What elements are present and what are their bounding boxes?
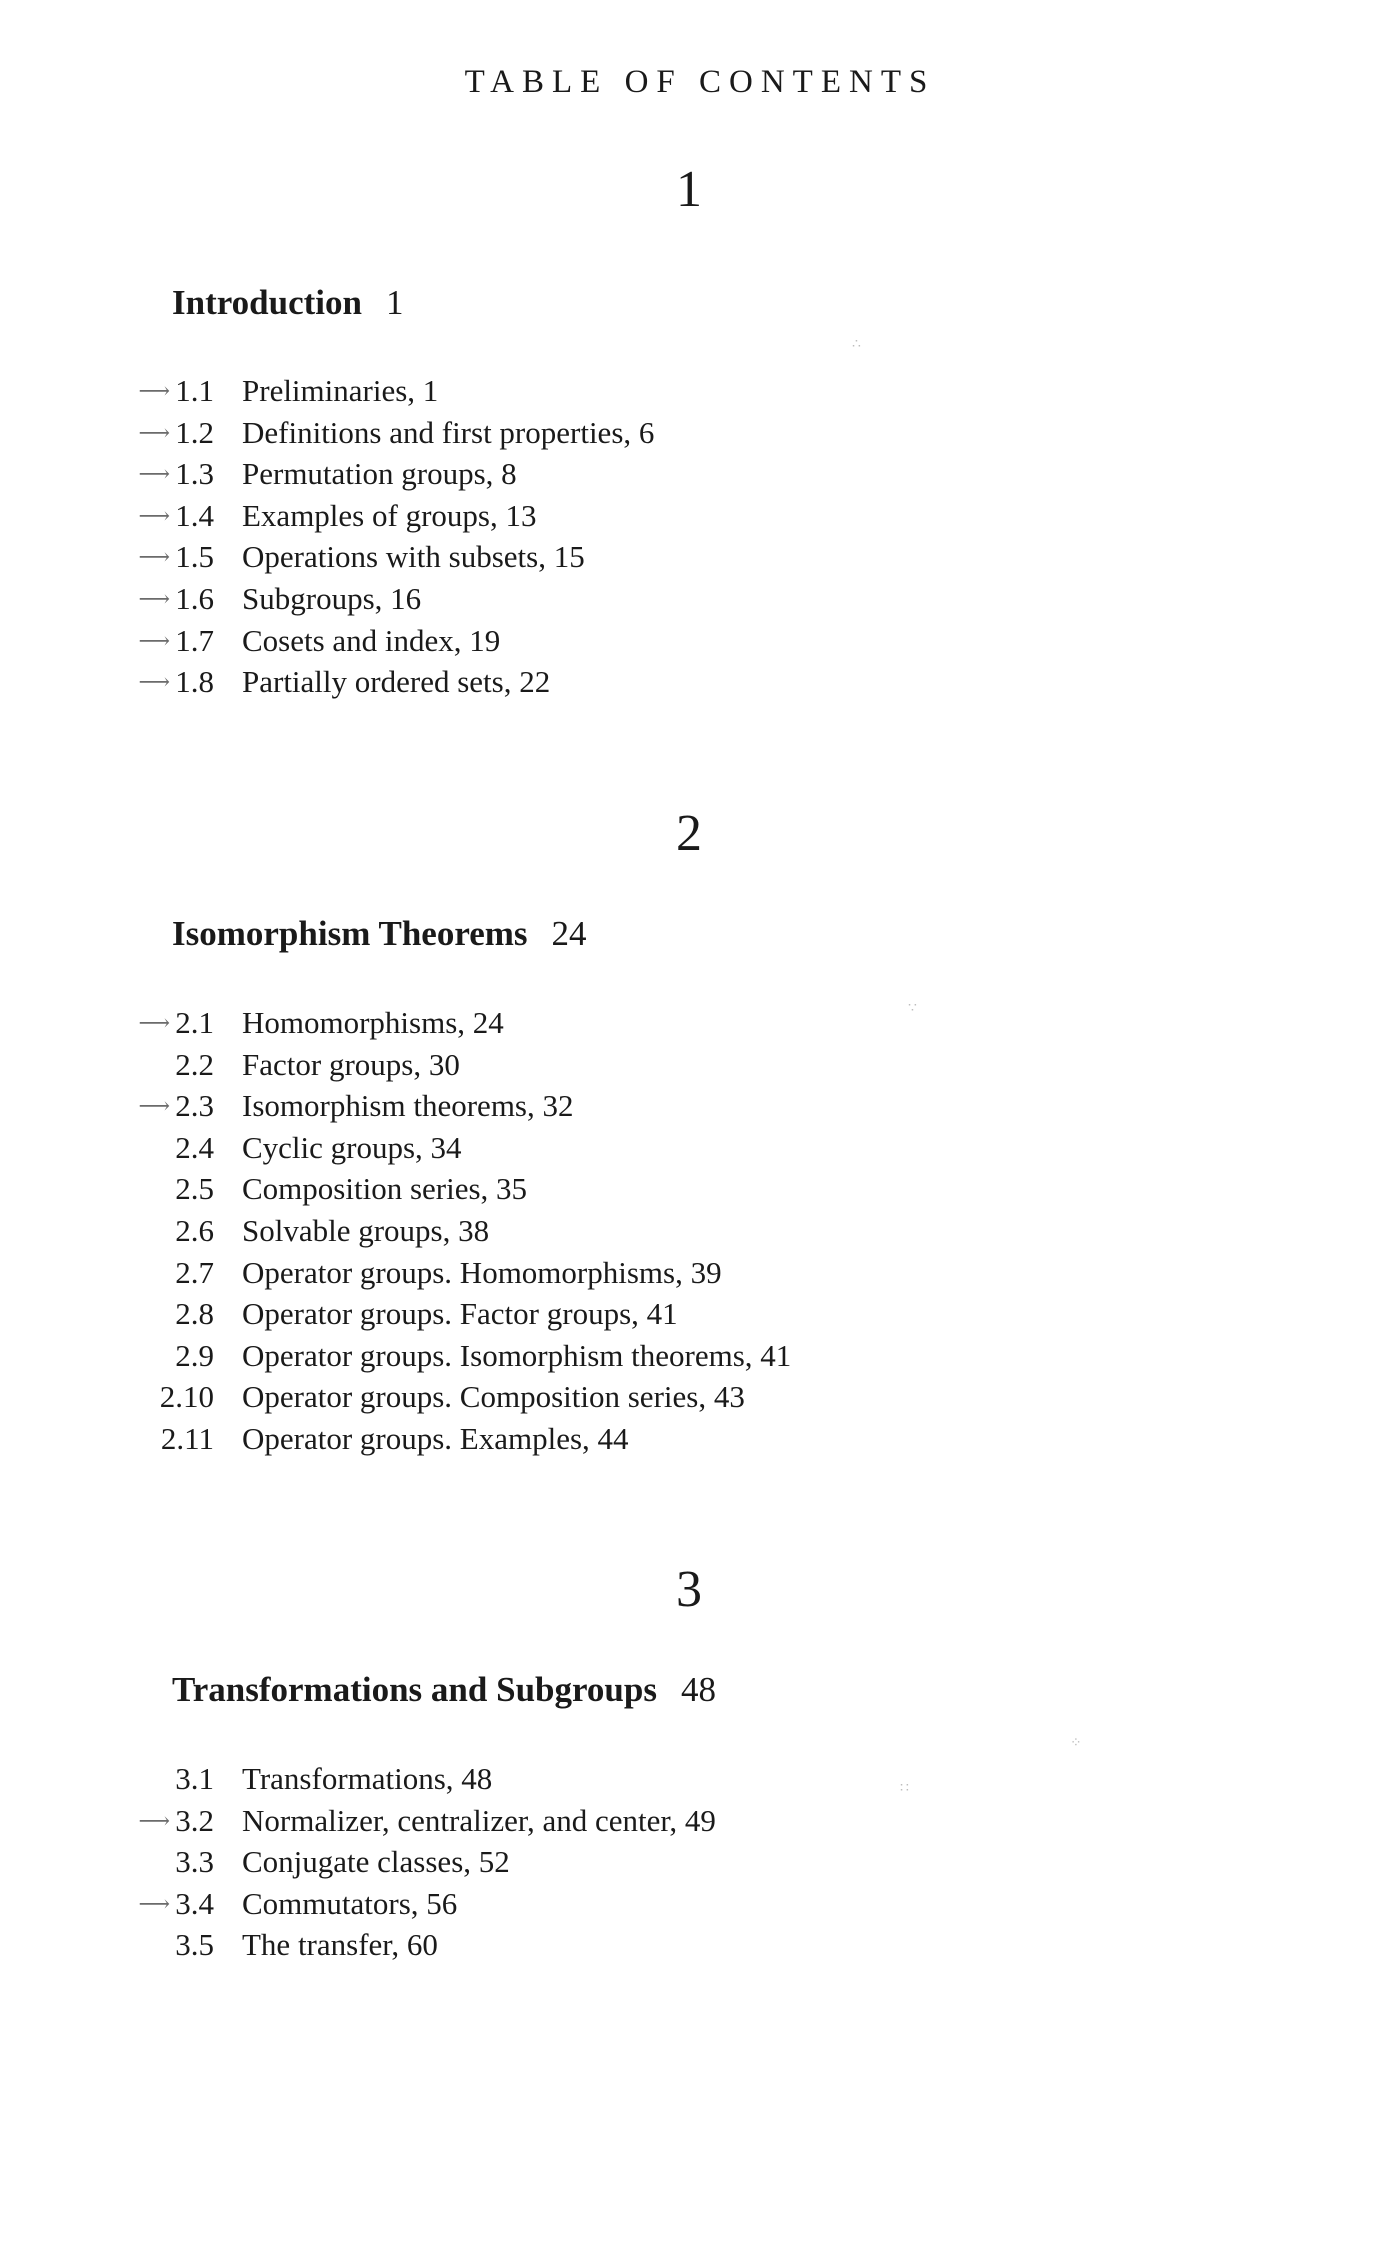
pencil-arrow-icon: ⟶ [138,1807,170,1833]
section-number: 1.4 [175,497,214,533]
section-title: Operator groups. Examples, 44 [242,1420,629,1456]
section-title: Commutators, 56 [242,1885,458,1921]
chapter-title: Introduction [172,283,362,322]
section-title: Operator groups. Composition series, 43 [242,1379,745,1415]
section-title: Operations with subsets, 15 [242,539,585,575]
page-title: TABLE OF CONTENTS [464,64,936,100]
chapter-number: 2 [676,805,702,862]
section-number: 1.5 [175,539,214,575]
chapter-heading[interactable] [172,1670,716,1710]
section-number: 1.6 [175,580,214,616]
pencil-arrow-icon: ⟶ [138,1093,170,1119]
section-title: Factor groups, 30 [242,1046,460,1082]
section-number: 3.5 [175,1927,214,1963]
pencil-arrow-icon: ⟶ [138,669,170,695]
section-number: 3.3 [175,1844,214,1880]
section-title: Solvable groups, 38 [242,1212,490,1248]
chapter-page-number: 24 [551,914,587,953]
scan-speck: ∵ [908,1001,917,1016]
pencil-arrow-icon: ⟶ [138,585,170,611]
section-number: 1.8 [175,664,214,700]
section-title: Subgroups, 16 [242,580,422,616]
section-title: Preliminaries, 1 [242,373,439,408]
section-title: Composition series, 35 [242,1171,528,1207]
pencil-arrow-icon: ⟶ [138,544,170,570]
section-number: 1.3 [175,456,214,492]
section-number: 3.2 [175,1802,214,1838]
chapter-heading[interactable] [172,914,587,954]
section-number: 1.1 [175,373,214,408]
section-title: Operator groups. Homomorphisms, 39 [242,1254,722,1290]
section-title: Cosets and index, 19 [242,622,501,658]
scan-speck: ⁘ [1070,1736,1082,1751]
section-title: Examples of groups, 13 [242,497,537,533]
pencil-arrow-icon: ⟶ [138,461,170,487]
section-number: 2.1 [175,1005,214,1040]
pencil-arrow-icon: ⟶ [138,502,170,528]
pencil-arrow-icon: ⟶ [138,378,170,403]
chapter-page-number: 48 [680,1670,716,1709]
section-number: 2.8 [175,1296,214,1332]
section-number: 2.3 [175,1088,214,1124]
section-title: Partially ordered sets, 22 [242,664,551,700]
section-title: Definitions and first properties, 6 [242,414,655,450]
section-title: The transfer, 60 [242,1927,438,1963]
section-title: Permutation groups, 8 [242,456,517,492]
pencil-arrow-icon: ⟶ [138,1890,170,1916]
chapter-heading[interactable] [172,283,403,323]
section-title: Cyclic groups, 34 [242,1129,462,1165]
chapter-number: 1 [676,161,702,218]
section-number: 3.1 [175,1761,214,1796]
section-title: Operator groups. Factor groups, 41 [242,1296,678,1332]
section-title: Conjugate classes, 52 [242,1844,510,1880]
scan-speck: ∴ [852,337,861,352]
pencil-arrow-icon: ⟶ [138,419,170,445]
section-number: 1.2 [175,414,214,450]
chapter-title: Isomorphism Theorems [172,914,528,953]
section-number: 3.4 [175,1885,214,1921]
section-number: 2.11 [160,1420,214,1456]
pencil-arrow-icon: ⟶ [138,1010,170,1035]
section-number: 2.6 [175,1212,214,1248]
section-title: Transformations, 48 [242,1761,493,1796]
chapter-title: Transformations and Subgroups [172,1670,657,1709]
section-number: 2.10 [159,1379,214,1415]
section-number: 2.4 [175,1129,214,1165]
scan-speck: ∷ [900,1781,909,1796]
section-title: Homomorphisms, 24 [242,1005,504,1040]
chapter-page-number: 1 [385,283,404,322]
section-number: 2.2 [175,1046,214,1082]
section-number: 2.9 [175,1337,214,1373]
section-title: Operator groups. Isomorphism theorems, 41 [242,1337,792,1373]
pencil-arrow-icon: ⟶ [138,627,170,653]
section-title: Normalizer, centralizer, and center, 49 [242,1802,716,1838]
section-title: Isomorphism theorems, 32 [242,1088,574,1124]
section-number: 2.5 [175,1171,214,1207]
section-number: 1.7 [175,622,214,658]
section-number: 2.7 [175,1254,214,1290]
chapter-number: 3 [676,1561,702,1618]
